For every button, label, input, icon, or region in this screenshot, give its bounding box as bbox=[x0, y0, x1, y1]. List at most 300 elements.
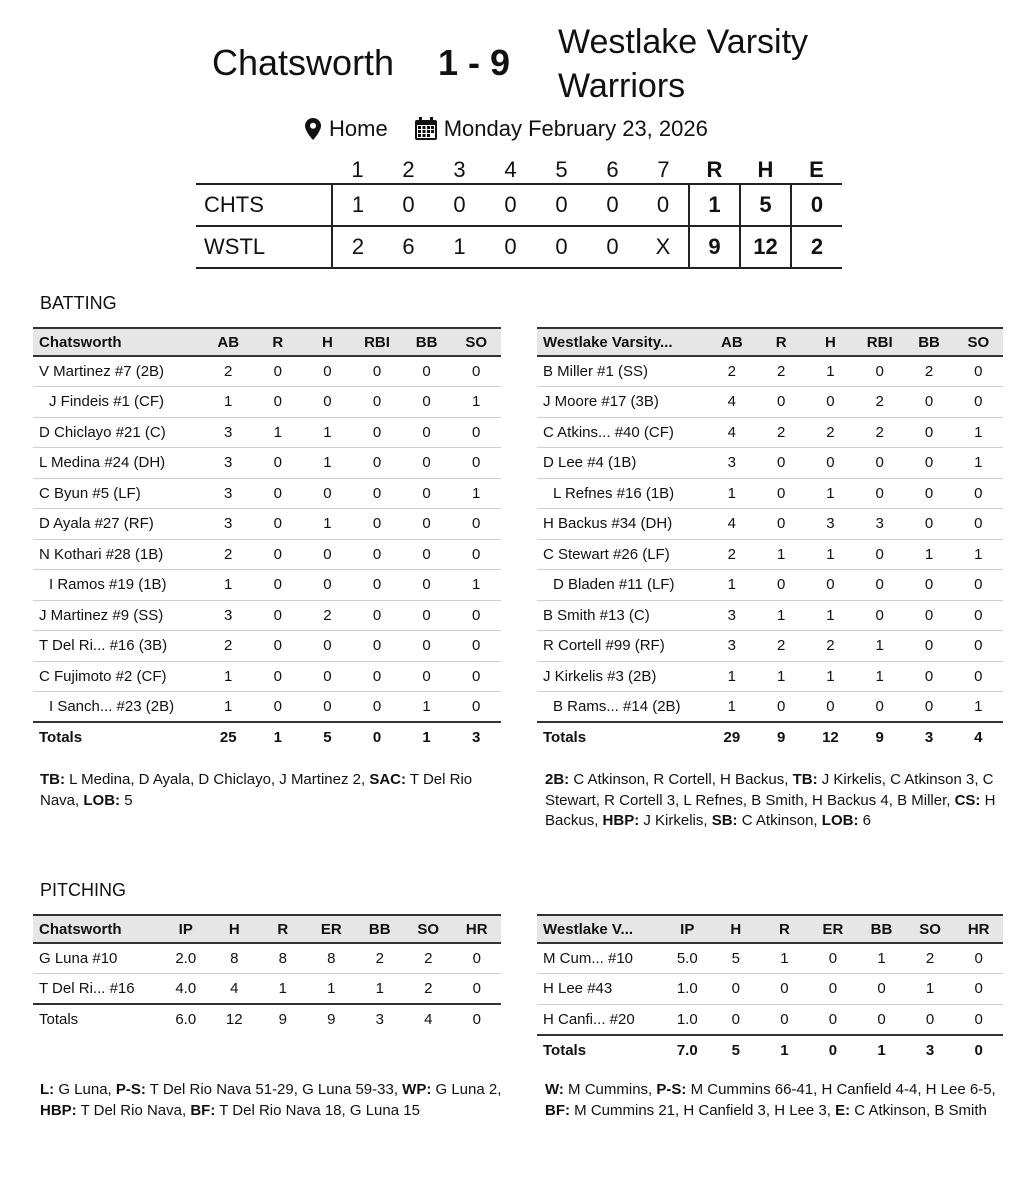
stat-cell: 0 bbox=[954, 356, 1003, 387]
stat-cell: 1 bbox=[806, 356, 855, 387]
player-row bbox=[33, 356, 501, 387]
stat-cell: 1 bbox=[904, 539, 953, 570]
stat-cell: 0 bbox=[904, 509, 953, 540]
home-team-name bbox=[558, 20, 808, 108]
inning-header: 2 bbox=[402, 156, 415, 182]
totals-cell: 3 bbox=[451, 722, 501, 753]
player-name: D Ayala #27 (RF) bbox=[33, 509, 203, 540]
stat-cell: 3 bbox=[707, 631, 756, 662]
player-name: B Miller #1 (SS) bbox=[537, 356, 707, 387]
stat-cell: 5 bbox=[712, 943, 761, 974]
stat-cell: 0 bbox=[760, 974, 809, 1005]
stats-header bbox=[537, 328, 1003, 356]
note-key: L: bbox=[40, 1081, 55, 1098]
pitching-notes-home bbox=[545, 1080, 1010, 1121]
stat-cell: 4 bbox=[210, 974, 259, 1005]
note-key: WP: bbox=[402, 1081, 432, 1098]
totals-cell: 1 bbox=[402, 722, 452, 753]
player-row bbox=[537, 570, 1003, 601]
stat-cell: 0 bbox=[855, 478, 904, 509]
stat-cell: 2 bbox=[203, 631, 253, 662]
home-team-name-line1: Westlake Varsity bbox=[558, 23, 809, 61]
totals-cell: 9 bbox=[259, 1004, 308, 1035]
inning-score: 1 bbox=[434, 226, 485, 268]
stat-cell: 1 bbox=[806, 661, 855, 692]
stat-cell: 0 bbox=[352, 600, 402, 631]
player-name: H Lee #43 bbox=[537, 974, 663, 1005]
totals-cell: 1 bbox=[253, 722, 303, 753]
stat-cell: 0 bbox=[904, 631, 953, 662]
stat-cell: 0 bbox=[855, 600, 904, 631]
player-name: D Lee #4 (1B) bbox=[537, 448, 707, 479]
pitching-section-label: PITCHING bbox=[40, 880, 127, 900]
home-team-name-line2: Warriors bbox=[558, 67, 686, 105]
stat-cell: 0 bbox=[451, 631, 501, 662]
stat-column-header: IP bbox=[162, 915, 211, 943]
player-name: C Fujimoto #2 (CF) bbox=[33, 661, 203, 692]
stat-cell: 2 bbox=[906, 943, 955, 974]
note-key: P-S: bbox=[115, 1081, 146, 1098]
pitching-table-away bbox=[33, 914, 501, 1035]
stat-cell: 0 bbox=[756, 570, 805, 601]
stat-cell: 0 bbox=[855, 356, 904, 387]
stat-column-header: RBI bbox=[855, 328, 904, 356]
stat-column-header: HR bbox=[954, 915, 1003, 943]
inning-score: 0 bbox=[587, 226, 638, 268]
totals-cell: 7.0 bbox=[663, 1035, 712, 1066]
note-key: HBP: bbox=[602, 812, 640, 829]
stat-column-header: AB bbox=[707, 328, 756, 356]
stat-cell: 1 bbox=[707, 661, 756, 692]
totals-cell: 4 bbox=[954, 722, 1003, 753]
stat-cell: 0 bbox=[857, 974, 906, 1005]
away-team-name: Chatsworth bbox=[212, 42, 395, 83]
stat-cell: 0 bbox=[904, 417, 953, 448]
stat-cell: 0 bbox=[402, 387, 452, 418]
player-name: J Kirkelis #3 (2B) bbox=[537, 661, 707, 692]
stat-cell: 2 bbox=[806, 631, 855, 662]
totals-cell: 12 bbox=[806, 722, 855, 753]
stat-cell: 8 bbox=[307, 943, 356, 974]
stat-cell: 0 bbox=[954, 570, 1003, 601]
player-name: D Chiclayo #21 (C) bbox=[33, 417, 203, 448]
player-row bbox=[537, 387, 1003, 418]
stat-cell: 2 bbox=[855, 387, 904, 418]
stats-header-row bbox=[33, 328, 501, 356]
stat-cell: 2 bbox=[203, 356, 253, 387]
player-row bbox=[33, 509, 501, 540]
stat-cell: 0 bbox=[402, 356, 452, 387]
stat-cell: 1 bbox=[954, 448, 1003, 479]
stat-column-header: H bbox=[210, 915, 259, 943]
stat-cell: 0 bbox=[253, 600, 303, 631]
note-value: J Kirkelis, C Atkinson 3, C Stewart, R Cortell 3, L Refnes, B Smith, H Backus 4, B Miller, bbox=[545, 771, 994, 809]
player-name: J Martinez #9 (SS) bbox=[33, 600, 203, 631]
stat-cell: 0 bbox=[352, 448, 402, 479]
totals-cell: 25 bbox=[203, 722, 253, 753]
player-name: B Rams... #14 (2B) bbox=[537, 692, 707, 723]
stat-cell: 3 bbox=[203, 478, 253, 509]
stat-cell: 0 bbox=[806, 387, 855, 418]
inning-score: 2 bbox=[332, 226, 383, 268]
stat-cell: 0 bbox=[954, 661, 1003, 692]
player-name: T Del Ri... #16 bbox=[33, 974, 162, 1005]
location-pin-icon bbox=[305, 118, 321, 140]
stat-cell: 0 bbox=[857, 1004, 906, 1035]
stat-cell: 0 bbox=[954, 387, 1003, 418]
note-key: W: bbox=[545, 1081, 564, 1098]
stat-cell: 1 bbox=[307, 974, 356, 1005]
stat-cell: 0 bbox=[756, 692, 805, 723]
stats-header-row bbox=[33, 915, 501, 943]
stat-cell: 0 bbox=[451, 509, 501, 540]
stats-header bbox=[33, 328, 501, 356]
team-column-header: Chatsworth bbox=[33, 328, 203, 356]
errors-header: E bbox=[809, 156, 824, 182]
player-row bbox=[537, 539, 1003, 570]
player-row bbox=[33, 631, 501, 662]
stat-cell: 2 bbox=[707, 356, 756, 387]
stat-cell: 0 bbox=[303, 631, 353, 662]
stat-column-header: BB bbox=[356, 915, 405, 943]
inning-score: 6 bbox=[383, 226, 434, 268]
note-key: TB: bbox=[792, 771, 818, 788]
stat-cell: 0 bbox=[402, 570, 452, 601]
stat-cell: 0 bbox=[253, 509, 303, 540]
stat-cell: 0 bbox=[253, 478, 303, 509]
stat-cell: 2 bbox=[806, 417, 855, 448]
stat-cell: 0 bbox=[402, 478, 452, 509]
stat-cell: 2 bbox=[756, 631, 805, 662]
stat-cell: 2 bbox=[855, 417, 904, 448]
stats-header bbox=[33, 915, 501, 943]
stat-column-header: R bbox=[253, 328, 303, 356]
player-row bbox=[537, 356, 1003, 387]
stat-cell: 0 bbox=[904, 478, 953, 509]
location-text: Home bbox=[329, 116, 388, 141]
stat-cell: 0 bbox=[451, 448, 501, 479]
player-row bbox=[33, 448, 501, 479]
stat-cell: 1 bbox=[756, 600, 805, 631]
totals-cell: 0 bbox=[954, 1035, 1003, 1066]
linescore-team-header bbox=[196, 156, 332, 184]
note-value: J Kirkelis, bbox=[639, 812, 712, 829]
stat-cell: 0 bbox=[954, 1004, 1003, 1035]
note-value: G Luna, bbox=[54, 1081, 116, 1098]
stat-cell: 0 bbox=[352, 661, 402, 692]
stat-cell: 1 bbox=[756, 661, 805, 692]
stat-cell: 1 bbox=[203, 570, 253, 601]
note-key: BF: bbox=[545, 1101, 570, 1119]
stat-column-header: SO bbox=[954, 328, 1003, 356]
totals-cell: 0 bbox=[809, 1035, 858, 1066]
inning-header: 6 bbox=[606, 156, 619, 182]
player-name: T Del Ri... #16 (3B) bbox=[33, 631, 203, 662]
totals-label: Totals bbox=[33, 1004, 162, 1035]
inning-header: 7 bbox=[657, 156, 670, 182]
stat-cell: 0 bbox=[712, 1004, 761, 1035]
stat-cell: 0 bbox=[303, 387, 353, 418]
stat-cell: 1.0 bbox=[663, 974, 712, 1005]
note-key: LOB: bbox=[821, 812, 859, 829]
stat-column-header: H bbox=[712, 915, 761, 943]
stat-cell: 3 bbox=[203, 417, 253, 448]
stat-cell: 0 bbox=[451, 539, 501, 570]
hits-header: H bbox=[757, 156, 774, 182]
totals-cell: 12 bbox=[210, 1004, 259, 1035]
stat-cell: 0 bbox=[806, 448, 855, 479]
stat-cell: 0 bbox=[352, 417, 402, 448]
stat-cell: 0 bbox=[904, 692, 953, 723]
stat-cell: 0 bbox=[904, 448, 953, 479]
stat-cell: 0 bbox=[855, 448, 904, 479]
stat-column-header: H bbox=[806, 328, 855, 356]
stat-cell: 0 bbox=[806, 570, 855, 601]
stats-header-row bbox=[537, 328, 1003, 356]
stat-cell: 0 bbox=[904, 387, 953, 418]
stat-cell: 1 bbox=[707, 478, 756, 509]
note-value: G Luna 2, bbox=[431, 1081, 502, 1098]
stat-column-header: R bbox=[760, 915, 809, 943]
player-row bbox=[33, 417, 501, 448]
totals-cell: 0 bbox=[352, 722, 402, 753]
totals-label: Totals bbox=[33, 722, 203, 753]
stat-cell: 0 bbox=[453, 943, 502, 974]
note-value: T Del Rio Nava 18, G Luna 15 bbox=[215, 1101, 420, 1119]
stat-cell: 0 bbox=[806, 692, 855, 723]
stat-cell: 2 bbox=[756, 417, 805, 448]
stat-cell: 2 bbox=[756, 356, 805, 387]
stat-cell: 0 bbox=[809, 943, 858, 974]
player-row bbox=[537, 974, 1003, 1005]
stat-cell: 1 bbox=[707, 692, 756, 723]
stats-body bbox=[537, 356, 1003, 753]
note-value: C Atkinson, bbox=[737, 812, 822, 829]
player-name: C Stewart #26 (LF) bbox=[537, 539, 707, 570]
stat-cell: 1 bbox=[253, 417, 303, 448]
stat-cell: 0 bbox=[451, 661, 501, 692]
totals-row bbox=[537, 1035, 1003, 1066]
runs-total: 1 bbox=[689, 184, 740, 226]
note-value: T Del Rio Nava, bbox=[76, 1101, 191, 1119]
stat-cell: 0 bbox=[402, 661, 452, 692]
inning-score: 0 bbox=[638, 184, 689, 226]
player-row bbox=[537, 631, 1003, 662]
stat-cell: 1 bbox=[303, 417, 353, 448]
stat-cell: 0 bbox=[451, 692, 501, 723]
totals-cell: 9 bbox=[307, 1004, 356, 1035]
stat-column-header: BB bbox=[402, 328, 452, 356]
totals-cell: 5 bbox=[303, 722, 353, 753]
hits-total: 5 bbox=[740, 184, 791, 226]
stat-cell: 0 bbox=[253, 631, 303, 662]
note-key: HBP: bbox=[40, 1101, 77, 1119]
inning-header: 3 bbox=[453, 156, 466, 182]
linescore-row bbox=[196, 184, 842, 226]
stat-cell: 0 bbox=[451, 356, 501, 387]
stat-cell: 4 bbox=[707, 387, 756, 418]
stat-cell: 1 bbox=[760, 943, 809, 974]
stat-cell: 1 bbox=[303, 448, 353, 479]
player-row bbox=[33, 692, 501, 723]
inning-score: 0 bbox=[485, 184, 536, 226]
player-row bbox=[33, 570, 501, 601]
player-row bbox=[33, 974, 501, 1005]
stats-header bbox=[537, 915, 1003, 943]
note-key: 2B: bbox=[545, 771, 570, 788]
stat-cell: 0 bbox=[906, 1004, 955, 1035]
stat-column-header: SO bbox=[451, 328, 501, 356]
batting-table-home bbox=[537, 327, 1003, 753]
note-key: SB: bbox=[711, 812, 738, 829]
stat-cell: 0 bbox=[756, 387, 805, 418]
stat-cell: 0 bbox=[253, 661, 303, 692]
stat-cell: 0 bbox=[904, 661, 953, 692]
linescore-header-row bbox=[196, 156, 842, 184]
stat-cell: 1 bbox=[203, 387, 253, 418]
batting-notes-away bbox=[40, 770, 510, 811]
player-row bbox=[33, 943, 501, 974]
stat-cell: 4 bbox=[707, 417, 756, 448]
team-column-header: Westlake V... bbox=[537, 915, 663, 943]
stat-cell: 1 bbox=[203, 661, 253, 692]
player-row bbox=[537, 1004, 1003, 1035]
player-name: C Atkins... #40 (CF) bbox=[537, 417, 707, 448]
hits-total: 12 bbox=[740, 226, 791, 268]
stat-cell: 0 bbox=[352, 539, 402, 570]
note-key: P-S: bbox=[656, 1081, 687, 1098]
stat-cell: 0 bbox=[253, 387, 303, 418]
note-value: L Medina, D Ayala, D Chiclayo, J Martinez 2, bbox=[65, 771, 370, 788]
player-name: L Refnes #16 (1B) bbox=[537, 478, 707, 509]
stat-cell: 0 bbox=[253, 570, 303, 601]
inning-score: 0 bbox=[434, 184, 485, 226]
stat-cell: 0 bbox=[712, 974, 761, 1005]
stat-column-header: BB bbox=[904, 328, 953, 356]
totals-cell: 3 bbox=[904, 722, 953, 753]
game-header bbox=[0, 0, 1028, 160]
stat-cell: 2 bbox=[404, 943, 453, 974]
note-value: H Backus, bbox=[545, 791, 996, 829]
player-name: H Backus #34 (DH) bbox=[537, 509, 707, 540]
note-key: TB: bbox=[40, 771, 65, 788]
stat-cell: 0 bbox=[402, 417, 452, 448]
stat-cell: 0 bbox=[760, 1004, 809, 1035]
stat-cell: 0 bbox=[809, 1004, 858, 1035]
player-name: L Medina #24 (DH) bbox=[33, 448, 203, 479]
calendar-icon bbox=[414, 117, 438, 141]
totals-cell: 3 bbox=[906, 1035, 955, 1066]
stat-cell: 0 bbox=[954, 631, 1003, 662]
player-name: M Cum... #10 bbox=[537, 943, 663, 974]
player-row bbox=[33, 539, 501, 570]
stat-cell: 0 bbox=[855, 539, 904, 570]
player-row bbox=[33, 600, 501, 631]
stat-cell: 3 bbox=[203, 600, 253, 631]
stat-cell: 1 bbox=[906, 974, 955, 1005]
inning-header: 5 bbox=[555, 156, 568, 182]
stat-cell: 0 bbox=[809, 974, 858, 1005]
note-key: SAC: bbox=[369, 771, 406, 788]
stat-cell: 3 bbox=[203, 448, 253, 479]
stat-cell: 1 bbox=[806, 478, 855, 509]
player-row bbox=[537, 417, 1003, 448]
stat-cell: 0 bbox=[402, 448, 452, 479]
stat-cell: 2 bbox=[303, 600, 353, 631]
stat-cell: 0 bbox=[402, 631, 452, 662]
note-value: M Cummins 21, H Canfield 3, H Lee 3, bbox=[570, 1101, 836, 1119]
stat-column-header: R bbox=[756, 328, 805, 356]
stats-body bbox=[33, 356, 501, 753]
player-name: N Kothari #28 (1B) bbox=[33, 539, 203, 570]
pitching-notes-away bbox=[40, 1080, 510, 1121]
game-meta bbox=[305, 116, 708, 142]
stat-cell: 3 bbox=[203, 509, 253, 540]
stat-cell: 1 bbox=[855, 661, 904, 692]
stat-cell: 0 bbox=[954, 974, 1003, 1005]
totals-row bbox=[33, 722, 501, 753]
player-name: G Luna #10 bbox=[33, 943, 162, 974]
stat-cell: 1 bbox=[954, 692, 1003, 723]
stat-cell: 0 bbox=[453, 974, 502, 1005]
inning-score: 1 bbox=[332, 184, 383, 226]
stat-cell: 0 bbox=[904, 600, 953, 631]
inning-header: 4 bbox=[504, 156, 517, 182]
totals-cell: 3 bbox=[356, 1004, 405, 1035]
totals-cell: 1 bbox=[857, 1035, 906, 1066]
stat-column-header: SO bbox=[404, 915, 453, 943]
stat-cell: 1 bbox=[756, 539, 805, 570]
player-row bbox=[537, 600, 1003, 631]
stat-cell: 1 bbox=[303, 509, 353, 540]
linescore-row bbox=[196, 226, 842, 268]
stat-cell: 0 bbox=[954, 478, 1003, 509]
stat-cell: 0 bbox=[303, 661, 353, 692]
stat-column-header: ER bbox=[307, 915, 356, 943]
player-name: I Ramos #19 (1B) bbox=[33, 570, 203, 601]
stat-cell: 1 bbox=[451, 570, 501, 601]
stat-cell: 5.0 bbox=[663, 943, 712, 974]
stat-column-header: HR bbox=[453, 915, 502, 943]
stat-cell: 0 bbox=[303, 478, 353, 509]
note-key: LOB: bbox=[83, 791, 121, 809]
player-row bbox=[33, 478, 501, 509]
stat-cell: 0 bbox=[756, 448, 805, 479]
stat-cell: 0 bbox=[352, 509, 402, 540]
stat-cell: 0 bbox=[402, 600, 452, 631]
linescore-team: CHTS bbox=[196, 184, 332, 226]
player-row bbox=[537, 509, 1003, 540]
player-name: B Smith #13 (C) bbox=[537, 600, 707, 631]
player-row bbox=[537, 943, 1003, 974]
stat-cell: 3 bbox=[707, 448, 756, 479]
stat-cell: 1 bbox=[203, 692, 253, 723]
stat-cell: 0 bbox=[352, 692, 402, 723]
stat-cell: 0 bbox=[904, 570, 953, 601]
stat-cell: 0 bbox=[954, 943, 1003, 974]
player-row bbox=[33, 387, 501, 418]
note-value: T Del Rio Nava 51-29, G Luna 59-33, bbox=[145, 1081, 403, 1098]
note-key: BF: bbox=[190, 1101, 216, 1119]
player-name: R Cortell #99 (RF) bbox=[537, 631, 707, 662]
stat-cell: 1 bbox=[451, 387, 501, 418]
batting-section-label: BATTING bbox=[40, 293, 117, 313]
player-row bbox=[537, 478, 1003, 509]
stat-cell: 8 bbox=[259, 943, 308, 974]
stats-body bbox=[537, 943, 1003, 1065]
stats-header-row bbox=[537, 915, 1003, 943]
stat-cell: 0 bbox=[954, 600, 1003, 631]
